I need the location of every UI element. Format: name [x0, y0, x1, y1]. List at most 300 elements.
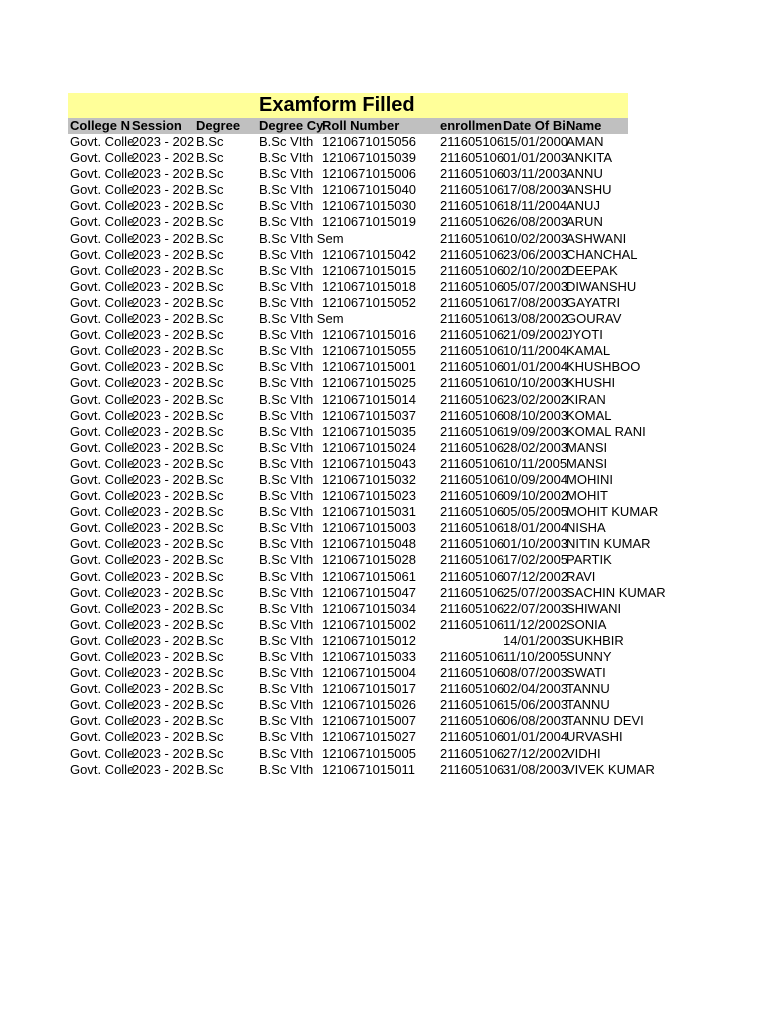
cell-degree-cycle: B.Sc VIth [259, 761, 314, 777]
cell-degree-cycle: B.Sc VIth [259, 552, 314, 568]
cell-roll-number: 1210671015040 [322, 182, 416, 198]
cell-enrollment: 211605106 [440, 488, 505, 504]
cell-degree: B.Sc [196, 600, 224, 616]
cell-degree: B.Sc [196, 375, 224, 391]
cell-degree: B.Sc [196, 681, 224, 697]
cell-degree-cycle: B.Sc VIth [259, 166, 314, 182]
cell-date-of-birth: 23/02/2002 [503, 391, 569, 407]
cell-degree-cycle: B.Sc VIth [259, 568, 314, 584]
cell-session: 2023 - 202 [132, 552, 195, 568]
cell-date-of-birth: 23/06/2003 [503, 246, 569, 262]
cell-roll-number: 1210671015052 [322, 294, 416, 310]
cell-college: Govt. Colle [70, 761, 135, 777]
cell-degree: B.Sc [196, 665, 224, 681]
cell-session: 2023 - 202 [132, 632, 195, 648]
cell-enrollment: 211605106 [440, 504, 505, 520]
cell-roll-number: 1210671015025 [322, 375, 416, 391]
cell-college: Govt. Colle [70, 375, 135, 391]
header-enrollment: enrollmen [440, 118, 503, 133]
cell-enrollment: 211605106 [440, 246, 505, 262]
cell-college: Govt. Colle [70, 745, 135, 761]
cell-session: 2023 - 202 [132, 294, 195, 310]
cell-enrollment: 211605106 [440, 278, 505, 294]
cell-enrollment: 211605106 [440, 600, 505, 616]
cell-enrollment: 211605106 [440, 407, 505, 423]
cell-roll-number: 1210671015005 [322, 745, 416, 761]
cell-degree-cycle: B.Sc VIth [259, 262, 314, 278]
cell-session: 2023 - 202 [132, 359, 195, 375]
header-college: College N [70, 118, 130, 133]
cell-session: 2023 - 202 [132, 278, 195, 294]
table-row [68, 182, 628, 198]
table-row [68, 601, 628, 617]
cell-enrollment [440, 633, 503, 649]
cell-college: Govt. Colle [70, 471, 135, 487]
cell-name: SUNNY [566, 649, 612, 664]
cell-roll-number: 1210671015001 [322, 359, 416, 375]
cell-name: NITIN KUMAR [566, 536, 651, 552]
cell-degree: B.Sc [196, 182, 224, 198]
cell-enrollment: 211605106 [440, 182, 505, 198]
cell-name: ANSHU [566, 182, 612, 198]
cell-degree-cycle: B.Sc VIth [259, 713, 314, 729]
cell-college: Govt. Colle [70, 134, 135, 149]
cell-degree-cycle: B.Sc VIth [259, 697, 314, 713]
cell-session: 2023 - 202 [132, 584, 195, 600]
cell-roll-number: 1210671015004 [322, 665, 416, 681]
cell-degree: B.Sc [196, 697, 224, 713]
cell-degree: B.Sc [196, 552, 224, 568]
cell-name: SACHIN KUMAR [566, 584, 666, 600]
cell-roll-number: 1210671015002 [322, 616, 416, 632]
cell-name: SONIA [566, 616, 607, 632]
cell-date-of-birth: 10/09/2004 [503, 471, 569, 487]
cell-degree-cycle: B.Sc VIth [259, 134, 314, 149]
cell-session: 2023 - 202 [132, 375, 195, 391]
table-row [68, 440, 628, 456]
cell-name: SHIWANI [566, 600, 622, 616]
cell-roll-number: 1210671015061 [322, 568, 416, 584]
cell-degree: B.Sc [196, 246, 224, 262]
cell-degree: B.Sc [196, 230, 224, 246]
cell-date-of-birth: 08/07/2003 [503, 665, 569, 681]
cell-name: SWATI [566, 665, 606, 681]
cell-degree-cycle: B.Sc VIth [259, 343, 314, 359]
cell-session: 2023 - 202 [132, 198, 195, 214]
table-row [68, 278, 637, 295]
cell-enrollment: 211605106 [440, 713, 505, 729]
cell-enrollment: 211605106 [440, 649, 505, 664]
cell-roll-number: 1210671015011 [322, 761, 416, 777]
header-row [68, 118, 628, 134]
table-row [68, 617, 628, 633]
cell-degree: B.Sc [196, 616, 224, 632]
cell-session: 2023 - 202 [132, 134, 195, 149]
cell-enrollment: 211605106 [440, 616, 505, 632]
cell-degree-cycle: B.Sc VIth [259, 407, 314, 423]
cell-degree: B.Sc [196, 214, 224, 230]
cell-enrollment: 211605106 [440, 262, 505, 278]
cell-date-of-birth: 02/10/2002 [503, 262, 569, 278]
cell-degree-cycle: B.Sc VIth [259, 375, 314, 391]
cell-roll-number: 1210671015003 [322, 520, 416, 536]
cell-roll-number: 1210671015047 [322, 584, 416, 600]
title-bar [68, 93, 628, 118]
cell-degree-cycle: B.Sc VIth [259, 520, 314, 536]
cell-college: Govt. Colle [70, 455, 135, 471]
cell-roll-number: 1210671015016 [322, 327, 416, 343]
cell-name: VIVEK KUMAR [566, 761, 655, 777]
cell-date-of-birth: 10/10/2003 [503, 375, 569, 391]
cell-enrollment: 211605106 [440, 359, 505, 375]
table-row [68, 761, 655, 778]
cell-session: 2023 - 202 [132, 230, 195, 246]
cell-college: Govt. Colle [70, 166, 135, 182]
cell-session: 2023 - 202 [132, 488, 195, 504]
cell-session: 2023 - 202 [132, 391, 195, 407]
cell-degree-cycle: B.Sc VIth [259, 681, 314, 697]
table-row [68, 327, 628, 343]
cell-roll-number: 1210671015033 [322, 649, 416, 664]
cell-college: Govt. Colle [70, 391, 135, 407]
cell-degree: B.Sc [196, 278, 224, 294]
cell-college: Govt. Colle [70, 214, 135, 230]
cell-name: MOHIT [566, 488, 608, 504]
cell-degree-cycle: B.Sc VIth [259, 439, 314, 455]
cell-degree: B.Sc [196, 713, 224, 729]
cell-roll-number: 1210671015007 [322, 713, 416, 729]
cell-degree: B.Sc [196, 520, 224, 536]
spreadsheet [68, 93, 666, 778]
cell-college: Govt. Colle [70, 327, 135, 343]
cell-college: Govt. Colle [70, 343, 135, 359]
cell-session: 2023 - 202 [132, 520, 195, 536]
cell-enrollment: 211605106 [440, 761, 505, 777]
cell-degree: B.Sc [196, 471, 224, 487]
table-row [68, 713, 644, 729]
cell-degree-cycle: B.Sc VIth [259, 536, 314, 552]
cell-degree-cycle: B.Sc VIth [259, 455, 314, 471]
table-body [68, 134, 666, 778]
cell-session: 2023 - 202 [132, 729, 195, 745]
cell-roll-number: 1210671015017 [322, 681, 416, 697]
table-row [68, 649, 628, 665]
cell-name: TANNU [566, 697, 610, 713]
cell-college: Govt. Colle [70, 407, 135, 423]
cell-date-of-birth: 21/09/2002 [503, 327, 569, 343]
cell-name: CHANCHAL [566, 246, 638, 262]
cell-date-of-birth: 17/08/2003 [503, 294, 569, 310]
cell-enrollment: 211605106 [440, 681, 505, 697]
cell-degree: B.Sc [196, 327, 224, 343]
table-row [68, 295, 628, 311]
cell-name: KHUSHBOO [566, 359, 641, 375]
cell-session: 2023 - 202 [132, 536, 195, 552]
cell-enrollment: 211605106 [440, 375, 505, 391]
table-row [68, 214, 628, 230]
cell-session: 2023 - 202 [132, 214, 195, 230]
cell-date-of-birth: 11/10/2005 [503, 649, 568, 664]
cell-degree-cycle: B.Sc VIth [259, 584, 314, 600]
cell-session: 2023 - 202 [132, 182, 195, 198]
cell-college: Govt. Colle [70, 150, 135, 166]
cell-name: URVASHI [566, 729, 623, 745]
cell-date-of-birth: 07/12/2002 [503, 568, 569, 584]
cell-name: ASHWANI [566, 230, 627, 246]
table-row [68, 729, 628, 745]
cell-degree: B.Sc [196, 423, 224, 439]
cell-session: 2023 - 202 [132, 665, 195, 681]
table-row [68, 569, 628, 585]
cell-session: 2023 - 202 [132, 262, 195, 278]
cell-name: MANSI [566, 455, 608, 471]
cell-college: Govt. Colle [70, 262, 135, 278]
cell-roll-number [322, 311, 438, 327]
cell-date-of-birth: 26/08/2003 [503, 214, 569, 230]
header-degree-cycle: Degree Cy [259, 118, 324, 133]
cell-roll-number: 1210671015034 [322, 600, 416, 616]
cell-session: 2023 - 202 [132, 681, 195, 697]
cell-name: SUKHBIR [566, 632, 624, 648]
cell-enrollment: 211605106 [440, 343, 505, 359]
cell-degree-cycle: B.Sc VIth [259, 246, 314, 262]
cell-degree-cycle: B.Sc VIth [259, 359, 314, 375]
cell-degree-cycle: B.Sc VIth [259, 278, 314, 294]
cell-degree: B.Sc [196, 761, 224, 777]
cell-degree-cycle: B.Sc VIth Sem [259, 230, 344, 246]
cell-date-of-birth: 01/01/2004 [503, 729, 569, 745]
cell-college: Govt. Colle [70, 536, 135, 552]
cell-degree-cycle: B.Sc VIth [259, 471, 314, 487]
cell-name: ANKITA [566, 150, 612, 166]
cell-enrollment: 211605106 [440, 455, 505, 471]
cell-degree: B.Sc [196, 568, 224, 584]
cell-college: Govt. Colle [70, 632, 135, 648]
cell-roll-number: 1210671015024 [322, 439, 416, 455]
cell-enrollment: 211605106 [440, 327, 505, 343]
cell-roll-number [322, 231, 438, 247]
cell-session: 2023 - 202 [132, 600, 195, 616]
cell-name: ANNU [566, 166, 603, 182]
cell-name: RAVI [566, 568, 596, 584]
cell-session: 2023 - 202 [132, 455, 195, 471]
cell-roll-number: 1210671015055 [322, 343, 416, 359]
cell-date-of-birth: 11/12/2002 [503, 616, 568, 632]
table-row [68, 392, 628, 408]
cell-degree: B.Sc [196, 632, 224, 648]
cell-degree-cycle: B.Sc VIth Sem [259, 311, 344, 327]
cell-roll-number: 1210671015043 [322, 455, 416, 471]
cell-degree: B.Sc [196, 729, 224, 745]
cell-degree: B.Sc [196, 407, 224, 423]
cell-degree: B.Sc [196, 166, 224, 182]
cell-session: 2023 - 202 [132, 150, 195, 166]
cell-degree-cycle: B.Sc VIth [259, 294, 314, 310]
cell-enrollment: 211605106 [440, 552, 505, 568]
table-row [68, 520, 628, 536]
cell-enrollment: 211605106 [440, 471, 505, 487]
cell-date-of-birth: 25/07/2003 [503, 584, 569, 600]
cell-date-of-birth: 05/05/2005 [503, 504, 569, 520]
cell-session: 2023 - 202 [132, 327, 195, 343]
cell-date-of-birth: 01/01/2004 [503, 359, 569, 375]
cell-roll-number: 1210671015032 [322, 471, 416, 487]
cell-college: Govt. Colle [70, 649, 135, 664]
cell-name: MOHIT KUMAR [566, 504, 659, 520]
cell-degree: B.Sc [196, 311, 224, 327]
cell-date-of-birth: 31/08/2003 [503, 761, 569, 777]
cell-name: ANUJ [566, 198, 600, 214]
cell-name: DIWANSHU [566, 278, 637, 294]
cell-college: Govt. Colle [70, 697, 135, 713]
cell-date-of-birth: 19/09/2003 [503, 423, 569, 439]
cell-enrollment: 211605106 [440, 294, 505, 310]
cell-college: Govt. Colle [70, 616, 135, 632]
cell-session: 2023 - 202 [132, 246, 195, 262]
table-row [68, 375, 628, 391]
cell-name: PARTIK [566, 552, 612, 568]
cell-name: KIRAN [566, 391, 606, 407]
cell-roll-number: 1210671015006 [322, 166, 416, 182]
cell-degree: B.Sc [196, 504, 224, 520]
cell-degree: B.Sc [196, 262, 224, 278]
cell-degree-cycle: B.Sc VIth [259, 632, 314, 648]
cell-enrollment: 211605106 [440, 134, 505, 149]
cell-college: Govt. Colle [70, 681, 135, 697]
cell-enrollment: 211605106 [440, 745, 505, 761]
cell-degree: B.Sc [196, 649, 224, 664]
table-row [68, 246, 638, 263]
cell-session: 2023 - 202 [132, 343, 195, 359]
cell-degree-cycle: B.Sc VIth [259, 745, 314, 761]
table-row [68, 231, 628, 247]
cell-session: 2023 - 202 [132, 745, 195, 761]
cell-roll-number: 1210671015028 [322, 552, 416, 568]
cell-date-of-birth: 13/08/2002 [503, 311, 569, 327]
cell-enrollment: 211605106 [440, 150, 505, 166]
cell-college: Govt. Colle [70, 665, 135, 681]
table-row [68, 134, 628, 150]
cell-name: VIDHI [566, 745, 601, 761]
cell-date-of-birth: 17/02/2005 [503, 552, 569, 568]
cell-date-of-birth: 10/02/2003 [503, 230, 569, 246]
cell-degree: B.Sc [196, 391, 224, 407]
cell-enrollment: 211605106 [440, 584, 505, 600]
cell-session: 2023 - 202 [132, 713, 195, 729]
header-name: Name [566, 118, 602, 133]
cell-enrollment: 211605106 [440, 536, 505, 552]
cell-name: TANNU DEVI [566, 713, 644, 729]
cell-enrollment: 211605106 [440, 697, 505, 713]
cell-date-of-birth: 15/01/2000 [503, 134, 569, 149]
cell-roll-number: 1210671015042 [322, 246, 416, 262]
cell-roll-number: 1210671015037 [322, 407, 416, 423]
cell-degree-cycle: B.Sc VIth [259, 616, 314, 632]
table-row [68, 166, 628, 182]
cell-college: Govt. Colle [70, 568, 135, 584]
table-row [68, 311, 628, 327]
cell-degree-cycle: B.Sc VIth [259, 391, 314, 407]
cell-enrollment: 211605106 [440, 230, 505, 246]
cell-college: Govt. Colle [70, 713, 135, 729]
cell-college: Govt. Colle [70, 584, 135, 600]
cell-degree: B.Sc [196, 455, 224, 471]
cell-degree-cycle: B.Sc VIth [259, 488, 314, 504]
cell-date-of-birth: 06/08/2003 [503, 713, 569, 729]
cell-college: Govt. Colle [70, 600, 135, 616]
cell-college: Govt. Colle [70, 359, 135, 375]
cell-degree-cycle: B.Sc VIth [259, 214, 314, 230]
cell-college: Govt. Colle [70, 520, 135, 536]
cell-date-of-birth: 27/12/2002 [503, 745, 569, 761]
cell-degree-cycle: B.Sc VIth [259, 600, 314, 616]
header-session: Session [132, 118, 182, 133]
cell-roll-number: 1210671015056 [322, 134, 416, 149]
cell-name: TANNU [566, 681, 610, 697]
table-row [68, 697, 628, 713]
table-row [68, 263, 628, 279]
cell-college: Govt. Colle [70, 552, 135, 568]
cell-degree-cycle: B.Sc VIth [259, 182, 314, 198]
cell-degree: B.Sc [196, 359, 224, 375]
cell-date-of-birth: 01/10/2003 [503, 536, 569, 552]
cell-degree: B.Sc [196, 150, 224, 166]
cell-enrollment: 211605106 [440, 166, 505, 182]
cell-college: Govt. Colle [70, 278, 135, 294]
cell-college: Govt. Colle [70, 729, 135, 745]
table-row [68, 584, 666, 601]
cell-roll-number: 1210671015031 [322, 504, 416, 520]
cell-name: KHUSHI [566, 375, 616, 391]
cell-date-of-birth: 02/04/2003 [503, 681, 569, 697]
cell-degree-cycle: B.Sc VIth [259, 649, 314, 664]
table-row [68, 504, 659, 520]
cell-college: Govt. Colle [70, 294, 135, 310]
cell-name: JYOTI [566, 327, 603, 343]
cell-degree: B.Sc [196, 134, 224, 149]
cell-enrollment: 211605106 [440, 391, 505, 407]
cell-name: NISHA [566, 520, 606, 536]
cell-degree: B.Sc [196, 745, 224, 761]
header-degree: Degree [196, 118, 241, 133]
cell-date-of-birth: 15/06/2003 [503, 697, 569, 713]
cell-roll-number: 1210671015014 [322, 391, 416, 407]
cell-roll-number: 1210671015012 [322, 632, 416, 648]
cell-roll-number: 1210671015015 [322, 262, 416, 278]
cell-college: Govt. Colle [70, 246, 135, 262]
table-row [68, 488, 628, 504]
cell-college: Govt. Colle [70, 230, 135, 246]
cell-session: 2023 - 202 [132, 423, 195, 439]
cell-degree: B.Sc [196, 439, 224, 455]
cell-roll-number: 1210671015018 [322, 278, 416, 294]
cell-name: GOURAV [566, 311, 622, 327]
cell-roll-number: 1210671015026 [322, 697, 416, 713]
cell-degree-cycle: B.Sc VIth [259, 729, 314, 745]
cell-session: 2023 - 202 [132, 311, 195, 327]
cell-roll-number: 1210671015048 [322, 536, 416, 552]
cell-college: Govt. Colle [70, 439, 135, 455]
table-row [68, 343, 628, 359]
cell-name: AMAN [566, 134, 604, 149]
cell-name: KOMAL [566, 407, 612, 423]
cell-name: KAMAL [566, 343, 611, 359]
cell-session: 2023 - 202 [132, 568, 195, 584]
cell-name: KOMAL RANI [566, 423, 646, 439]
cell-enrollment: 211605106 [440, 665, 505, 681]
cell-degree: B.Sc [196, 198, 224, 214]
table-row [68, 198, 628, 214]
